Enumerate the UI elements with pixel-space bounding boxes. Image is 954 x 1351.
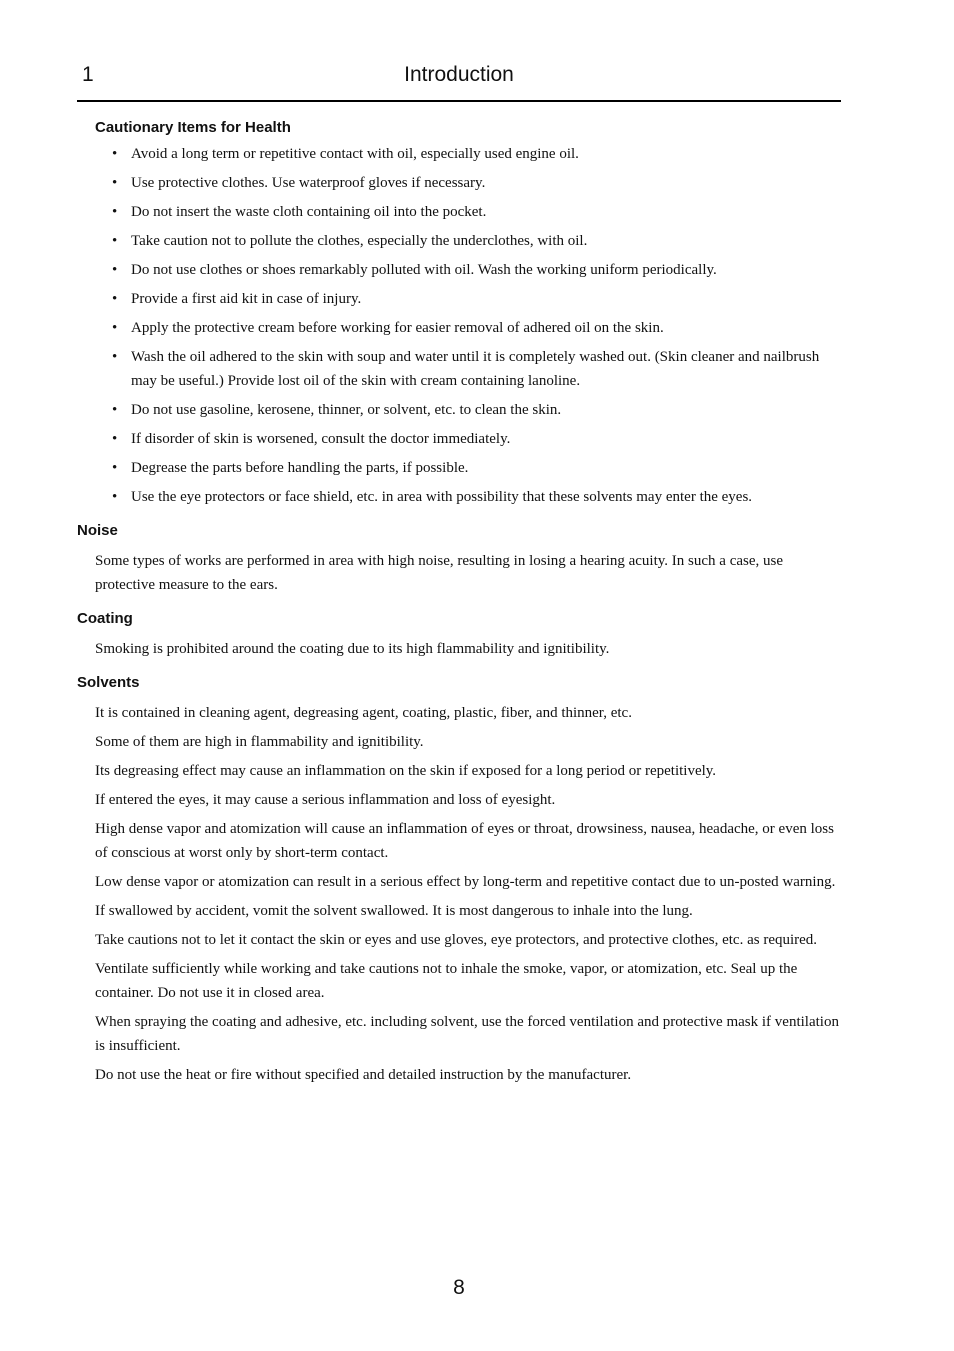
coating-paragraph: Smoking is prohibited around the coating due to its high flammability and ignitibility. xyxy=(95,641,610,657)
health-heading: Cautionary Items for Health xyxy=(95,119,291,136)
page-number: 8 xyxy=(453,1276,465,1299)
page-header xyxy=(77,60,841,102)
list-item: • Do not insert the waste cloth containing oil into the pocket. xyxy=(112,204,487,220)
solvents-paragraph: It is contained in cleaning agent, degreasing agent, coating, plastic, fiber, and thinner, etc. xyxy=(95,705,632,721)
list-item: • Apply the protective cream before working for easier removal of adhered oil on the skin. xyxy=(112,320,664,336)
solvents-paragraph: Its degreasing effect may cause an inflammation on the skin if exposed for a long period or repetitively. xyxy=(95,763,717,779)
list-item: • Use the eye protectors or face shield, etc. in area with possibility that these solvents may enter the eyes. xyxy=(112,489,753,505)
noise-paragraph: Some types of works are performed in area with high noise, resulting in losing a hearing acuity. In such a case, use protective measure to the ears. xyxy=(95,553,784,593)
solvents-paragraph: Low dense vapor or atomization can result in a serious effect by long-term and repetitive contact due to un-posted warning. xyxy=(95,874,836,890)
list-item: • If disorder of skin is worsened, consult the doctor immediately. xyxy=(112,431,511,447)
list-item: • Avoid a long term or repetitive contact with oil, especially used engine oil. xyxy=(112,146,579,162)
solvents-paragraph: Do not use the heat or fire without specified and detailed instruction by the manufacturer. xyxy=(95,1067,632,1083)
chapter-title: Introduction xyxy=(404,63,514,86)
page-content xyxy=(77,118,841,1099)
solvents-paragraph: Ventilate sufficiently while working and take cautions not to inhale the smoke, vapor, or atomization, etc. Seal up the container. Do not use it in closed area. xyxy=(95,961,798,1001)
solvents-paragraph: If swallowed by accident, vomit the solvent swallowed. It is most dangerous to inhale into the lung. xyxy=(95,903,693,919)
solvents-heading: Solvents xyxy=(77,674,140,691)
list-item: • Wash the oil adhered to the skin with soup and water until it is completely washed out. (Skin cleaner and nailbrush may be useful.) Provide lost oil of the skin with cream containing lanoline. xyxy=(112,349,820,389)
health-section xyxy=(77,118,841,509)
list-item: • Provide a first aid kit in case of injury. xyxy=(112,291,362,307)
list-item: • Use protective clothes. Use waterproof gloves if necessary. xyxy=(112,175,486,191)
solvents-paragraph: Some of them are high in flammability and ignitibility. xyxy=(95,734,424,750)
health-list xyxy=(77,142,841,509)
coating-section xyxy=(77,609,841,661)
list-item: • Take caution not to pollute the clothes, especially the underclothes, with oil. xyxy=(112,233,588,249)
solvents-section xyxy=(77,673,841,1087)
noise-heading: Noise xyxy=(77,522,118,539)
coating-heading: Coating xyxy=(77,610,133,627)
noise-section xyxy=(77,521,841,597)
solvents-paragraph: If entered the eyes, it may cause a serious inflammation and loss of eyesight. xyxy=(95,792,556,808)
list-item: • Degrease the parts before handling the parts, if possible. xyxy=(112,460,469,476)
chapter-number: 1 xyxy=(82,63,94,86)
solvents-paragraph: High dense vapor and atomization will cause an inflammation of eyes or throat, drowsiness, nausea, headache, or even loss of conscious at worst only by short-term contact. xyxy=(95,821,834,861)
list-item: • Do not use gasoline, kerosene, thinner, or solvent, etc. to clean the skin. xyxy=(112,402,562,418)
list-item: • Do not use clothes or shoes remarkably polluted with oil. Wash the working uniform periodically. xyxy=(112,262,717,278)
solvents-paragraph: When spraying the coating and adhesive, etc. including solvent, use the forced ventilation and protective mask if ventilation is insufficient. xyxy=(95,1014,839,1054)
solvents-paragraph: Take cautions not to let it contact the skin or eyes and use gloves, eye protectors, and protective clothes, etc. as required. xyxy=(95,932,818,948)
